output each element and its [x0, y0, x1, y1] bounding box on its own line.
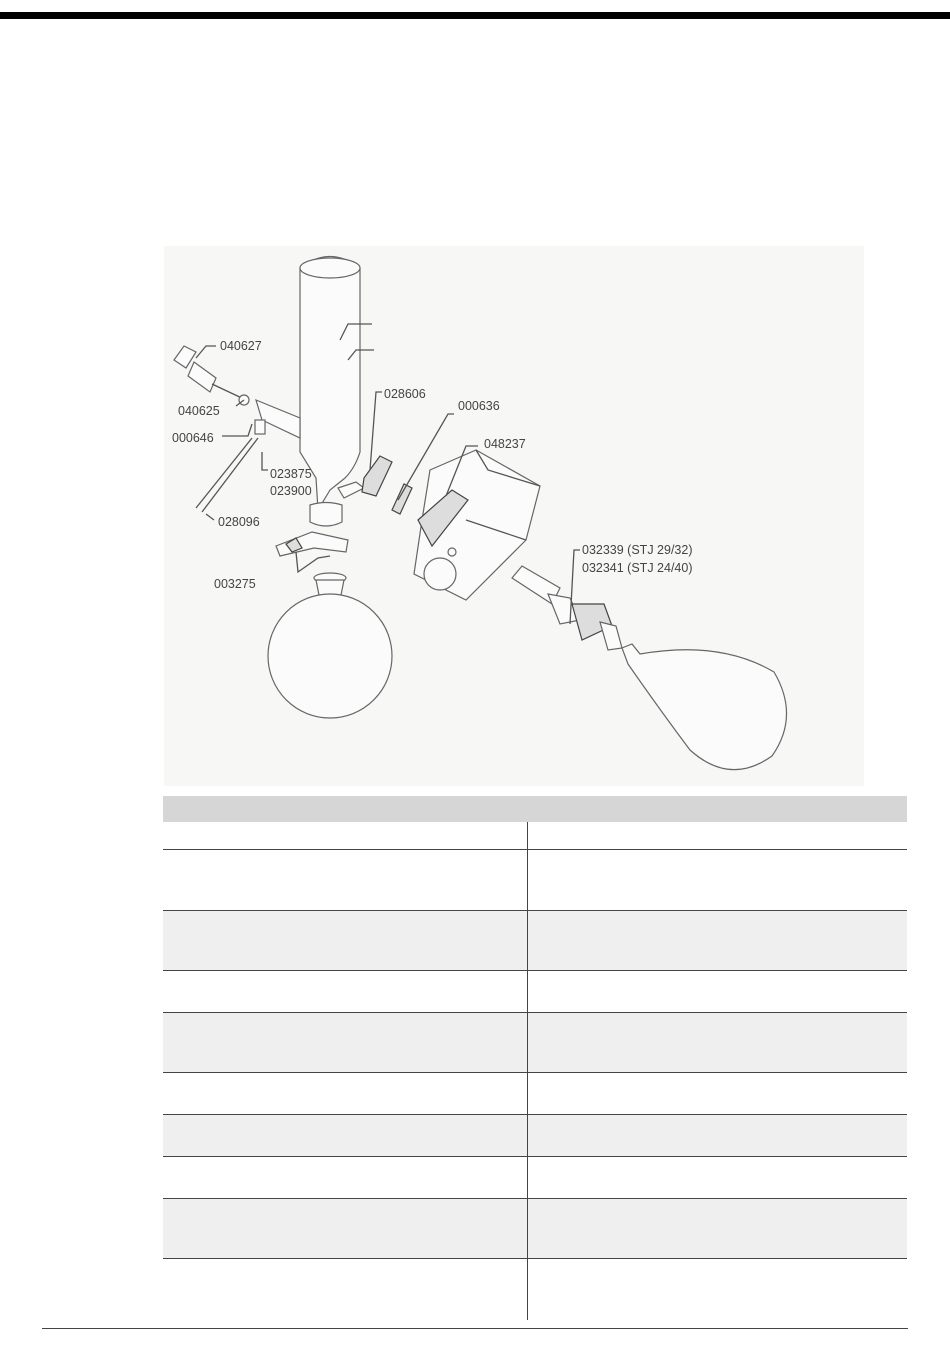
label-023900: 023900: [270, 484, 312, 498]
cell: [163, 1259, 528, 1320]
label-040627: 040627: [220, 339, 262, 353]
table-row: [163, 850, 907, 911]
label-023875: 023875: [270, 467, 312, 481]
label-032339: 032339 (STJ 29/32): [582, 543, 693, 557]
label-048237: 048237: [484, 437, 526, 451]
cell: [163, 1199, 528, 1258]
cell: [528, 971, 907, 1012]
cell: [163, 850, 528, 910]
label-028096: 028096: [218, 515, 260, 529]
joint-clip: [276, 532, 348, 556]
parts-table: [163, 796, 907, 1320]
cell: [163, 1073, 528, 1114]
cell: [163, 822, 528, 849]
table-row: [163, 911, 907, 971]
evaporating-flask: [622, 644, 787, 770]
table-row: [163, 1157, 907, 1199]
cell: [528, 1073, 907, 1114]
table-row: [163, 1073, 907, 1115]
label-000646: 000646: [172, 431, 214, 445]
cell: [163, 911, 528, 970]
table-row: [163, 1013, 907, 1073]
table-header: [163, 796, 907, 822]
table-row: [163, 822, 907, 850]
cell: [528, 1115, 907, 1156]
cell: [163, 971, 528, 1012]
cell: [528, 911, 907, 970]
footer-rule: [42, 1328, 908, 1329]
label-040625: 040625: [178, 404, 220, 418]
seal-parts: [362, 456, 412, 514]
vapour-duct: [512, 566, 622, 650]
label-028606: 028606: [384, 387, 426, 401]
table-row: [163, 971, 907, 1013]
table-row: [163, 1199, 907, 1259]
cell: [528, 1157, 907, 1198]
receiving-flask: [268, 573, 392, 718]
cell: [528, 1259, 907, 1320]
cell: [163, 1013, 528, 1072]
cell: [163, 1157, 528, 1198]
cell: [528, 850, 907, 910]
cell: [163, 1115, 528, 1156]
cell: [528, 1013, 907, 1072]
label-003275: 003275: [214, 577, 256, 591]
table-row: [163, 1115, 907, 1157]
label-032341: 032341 (STJ 24/40): [582, 561, 693, 575]
cell: [528, 822, 907, 849]
table-row: [163, 1259, 907, 1320]
cell: [528, 1199, 907, 1258]
label-000636: 000636: [458, 399, 500, 413]
